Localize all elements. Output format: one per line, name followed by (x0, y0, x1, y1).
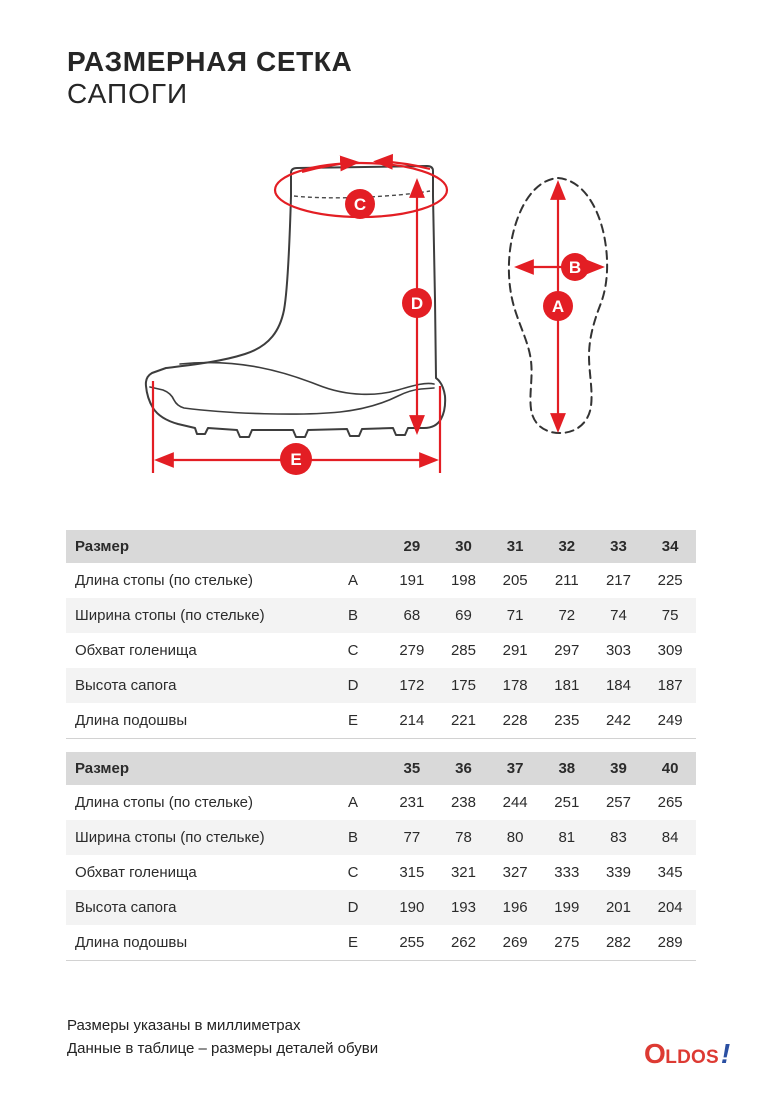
measure-label-a: A (551, 297, 565, 316)
header-letter-spacer (320, 530, 386, 563)
measure-label-b: B (568, 258, 582, 277)
header-size-value: 30 (438, 530, 490, 563)
header-size-value: 37 (489, 752, 541, 785)
row-value: 339 (605, 864, 631, 881)
row-letter: D (347, 677, 359, 694)
brand-logo (644, 1038, 730, 1070)
row-label: Ширина стопы (по стельке) (75, 829, 265, 846)
footnote-line-units: Размеры указаны в миллиметрах (67, 1017, 301, 1034)
header-size-value: 34 (644, 530, 696, 563)
row-value: 282 (605, 933, 631, 951)
header-size-value: 36 (438, 752, 490, 785)
row-value: 211 (554, 572, 579, 589)
insole-drawing (509, 178, 607, 433)
row-label: Высота сапога (75, 677, 177, 694)
row-value: 249 (657, 711, 683, 729)
row-value: 72 (558, 607, 576, 624)
size-table-row (66, 598, 696, 633)
header-size-value: 38 (541, 752, 593, 785)
row-value: 231 (399, 794, 425, 811)
row-value: 201 (605, 899, 631, 916)
row-label: Ширина стопы (по стельке) (75, 607, 265, 624)
row-letter: D (347, 899, 359, 916)
size-table-row (66, 890, 696, 925)
row-letter: E (347, 711, 358, 729)
brand-logo-initial: O (644, 1038, 666, 1069)
header-size-value: 31 (489, 530, 541, 563)
page-title-main: РАЗМЕРНАЯ СЕТКА (67, 46, 353, 77)
brand-logo-exclaim: ! (720, 1038, 731, 1069)
row-value: 172 (399, 677, 425, 694)
row-value: 196 (502, 899, 528, 916)
size-table-row (66, 855, 696, 890)
footnote (67, 1014, 378, 1060)
row-value: 80 (506, 829, 524, 846)
row-value: 205 (502, 572, 528, 589)
size-table (66, 752, 696, 961)
brand-logo-text: LDOS (665, 1047, 719, 1068)
row-value: 84 (661, 829, 679, 846)
row-value: 69 (455, 607, 472, 624)
row-value: 279 (399, 642, 425, 659)
measure-label-c: C (353, 195, 367, 214)
row-value: 289 (657, 933, 683, 951)
page-title (67, 46, 352, 110)
row-value: 214 (399, 711, 425, 729)
row-value: 74 (610, 607, 627, 624)
row-value: 71 (506, 607, 524, 624)
size-table-row (66, 820, 696, 855)
measure-c (275, 162, 447, 220)
row-value: 315 (399, 864, 425, 881)
row-value: 345 (657, 864, 683, 881)
row-letter: A (347, 794, 358, 811)
row-letter: C (347, 642, 359, 659)
row-value: 238 (450, 794, 476, 811)
header-letter-spacer (320, 752, 386, 785)
row-value: 244 (502, 794, 528, 811)
row-value: 275 (554, 933, 580, 951)
size-table-row (66, 925, 696, 960)
row-value: 204 (657, 899, 683, 916)
row-label: Длина подошвы (75, 711, 188, 729)
boot-vamp-line (180, 363, 434, 395)
row-value: 303 (605, 642, 631, 659)
header-size-value: 33 (593, 530, 645, 563)
row-value: 81 (558, 829, 576, 846)
row-value: 77 (403, 829, 421, 846)
size-table-29-34 (66, 530, 696, 739)
row-value: 225 (657, 572, 683, 589)
row-letter: C (347, 864, 359, 881)
header-size-value: 40 (644, 752, 696, 785)
size-table (66, 530, 696, 739)
row-value: 269 (502, 933, 528, 951)
row-value: 199 (554, 899, 580, 916)
measure-label-d: D (410, 294, 424, 313)
size-table-row (66, 563, 696, 598)
row-value: 285 (450, 642, 476, 659)
row-label: Обхват голенища (75, 642, 197, 659)
size-table-row (66, 668, 696, 703)
row-value: 228 (502, 711, 528, 729)
row-letter: A (347, 572, 358, 589)
row-value: 181 (554, 677, 580, 694)
row-value: 190 (399, 899, 425, 916)
row-value: 217 (605, 572, 631, 589)
row-value: 193 (450, 899, 476, 916)
row-label: Длина стопы (по стельке) (75, 572, 254, 589)
page-title-sub: САПОГИ (67, 78, 189, 109)
row-label: Длина подошвы (75, 933, 188, 951)
header-size-value: 39 (593, 752, 645, 785)
header-size-value: 32 (541, 530, 593, 563)
row-value: 297 (554, 642, 580, 659)
header-size-label: Размер (66, 530, 320, 563)
row-value: 78 (455, 829, 472, 846)
header-size-value: 35 (386, 752, 438, 785)
footnote-line-details: Данные в таблице – размеры деталей обуви (67, 1040, 379, 1057)
row-value: 191 (399, 572, 425, 589)
row-value: 83 (610, 829, 627, 846)
row-value: 265 (657, 794, 683, 811)
row-value: 257 (605, 794, 631, 811)
row-value: 75 (661, 607, 679, 624)
size-table-header-row (66, 752, 696, 785)
boot-measurement-diagram (140, 140, 622, 490)
row-value: 262 (450, 933, 476, 951)
row-value: 309 (657, 642, 683, 659)
size-table-row (66, 785, 696, 820)
header-size-value: 29 (386, 530, 438, 563)
row-value: 333 (554, 864, 580, 881)
measure-label-e: E (290, 450, 302, 469)
row-value: 68 (403, 607, 421, 624)
row-label: Высота сапога (75, 899, 177, 916)
header-size-label: Размер (66, 752, 320, 785)
row-value: 235 (554, 711, 580, 729)
size-table-row (66, 633, 696, 668)
size-table-header-row (66, 530, 696, 563)
row-label: Обхват голенища (75, 864, 197, 881)
row-letter: E (347, 933, 358, 951)
row-value: 175 (450, 677, 476, 694)
row-letter: B (347, 829, 358, 846)
row-value: 327 (502, 864, 528, 881)
size-table-row (66, 703, 696, 738)
row-value: 184 (605, 677, 631, 694)
size-table-35-40 (66, 752, 696, 961)
row-value: 221 (450, 711, 476, 729)
row-value: 242 (605, 711, 631, 729)
measure-d (402, 182, 432, 431)
row-value: 198 (450, 572, 476, 589)
row-value: 255 (399, 933, 425, 951)
row-letter: B (347, 607, 358, 624)
row-value: 251 (554, 794, 580, 811)
row-value: 178 (502, 677, 528, 694)
row-value: 291 (502, 642, 528, 659)
row-value: 321 (450, 864, 476, 881)
row-label: Длина стопы (по стельке) (75, 794, 254, 811)
row-value: 187 (657, 677, 683, 694)
